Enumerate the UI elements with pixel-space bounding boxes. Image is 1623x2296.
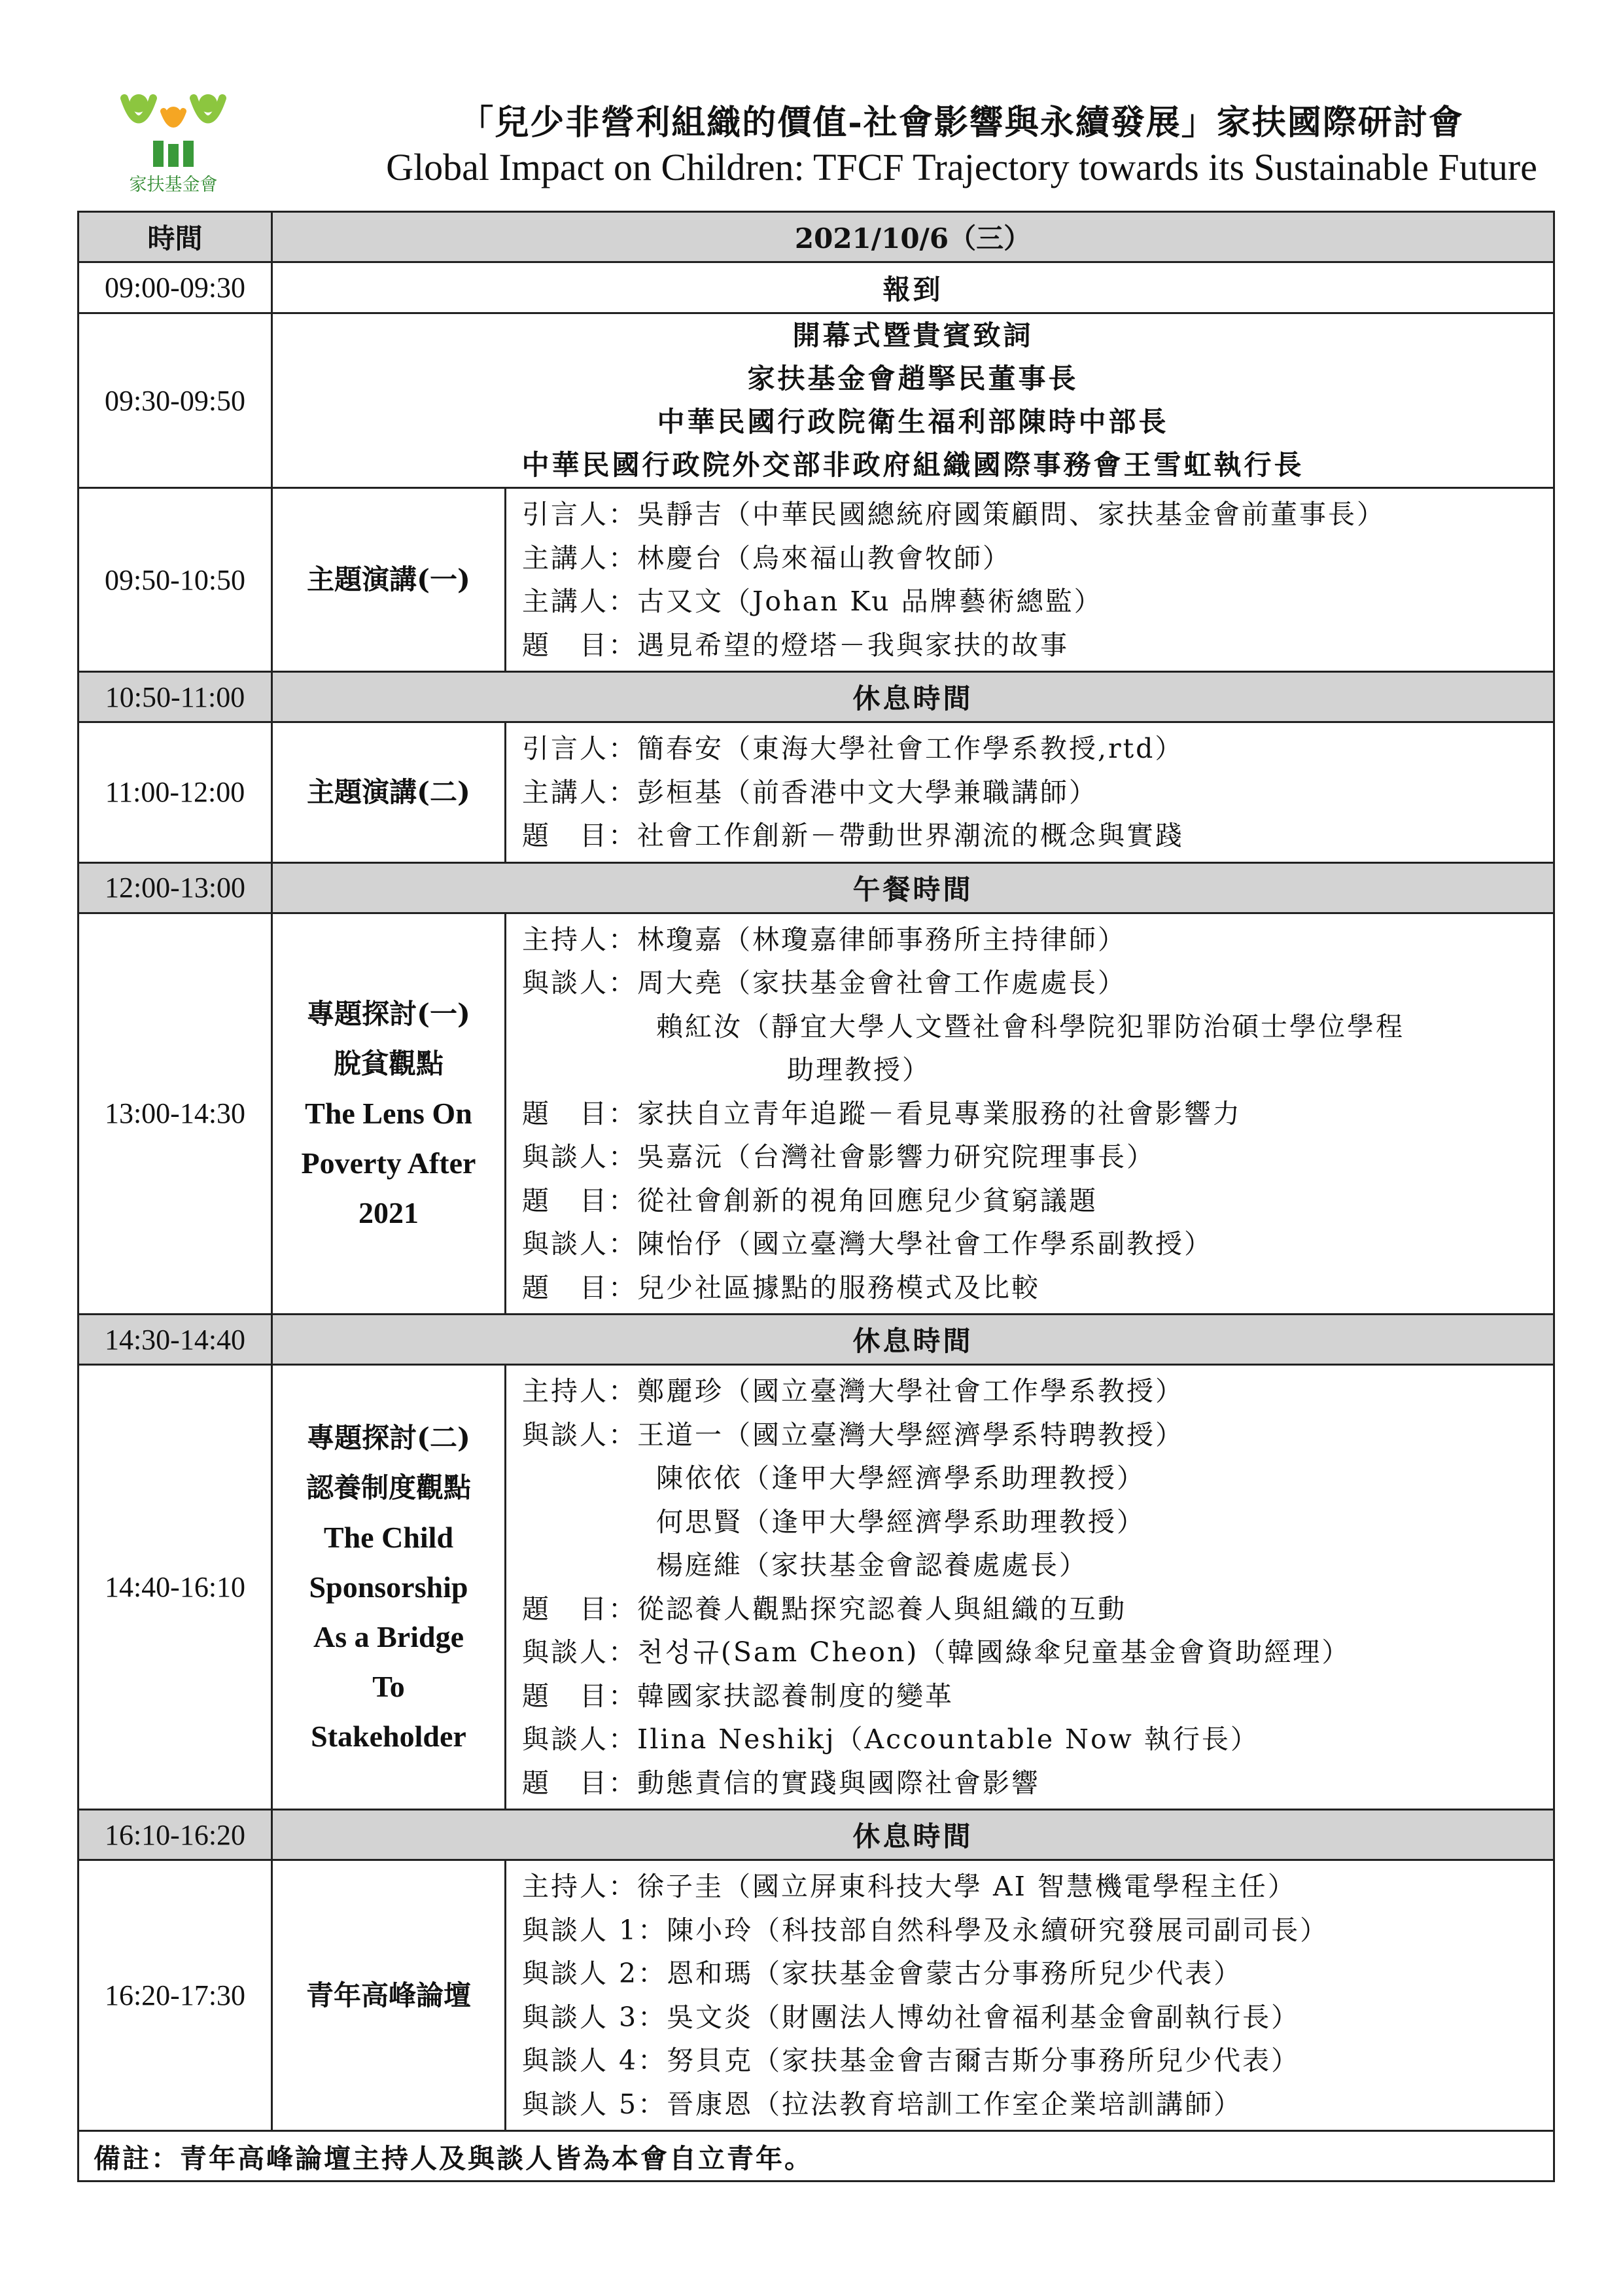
session-title-line: 專題探討(二) bbox=[307, 1421, 470, 1454]
detail-line: 主持人：鄭麗珍（國立臺灣大學社會工作學系教授） bbox=[522, 1375, 1184, 1407]
header-time: 時間 bbox=[79, 212, 272, 262]
session-details bbox=[506, 1365, 1554, 1810]
break-label: 休息時間 bbox=[272, 672, 1554, 722]
registration-label: 報到 bbox=[272, 262, 1554, 313]
session-title-line: 脫貧觀點 bbox=[333, 1047, 444, 1080]
detail-line: 主持人：林瓊嘉（林瓊嘉律師事務所主持律師） bbox=[522, 923, 1126, 955]
page-header bbox=[85, 79, 1557, 203]
page-title-english: Global Impact on Children: TFCF Trajectory towards its Sustainable Future bbox=[386, 146, 1537, 188]
detail-line: 與談人：陳怡伃（國立臺灣大學社會工作學系副教授） bbox=[522, 1228, 1213, 1260]
session-details bbox=[506, 913, 1554, 1315]
table-header-row bbox=[79, 212, 1554, 262]
detail-line: 引言人：吳靜吉（中華民國總統府國策顧問、家扶基金會前董事長） bbox=[522, 499, 1386, 530]
table-row-keynote-1 bbox=[79, 488, 1554, 672]
table-row-break bbox=[79, 1315, 1554, 1365]
session-title-line: Poverty After bbox=[301, 1146, 476, 1180]
session-title-line: To bbox=[372, 1669, 405, 1703]
detail-line: 陳依依（逢甲大學經濟學系助理教授） bbox=[656, 1462, 1145, 1494]
schedule-table bbox=[77, 211, 1555, 2182]
time-cell: 09:30-09:50 bbox=[79, 313, 272, 488]
detail-line: 與談人 4：努貝克（家扶基金會吉爾吉斯分事務所兒少代表） bbox=[522, 2045, 1300, 2076]
time-cell: 12:00-13:00 bbox=[79, 862, 272, 913]
opening-speaker: 中華民國行政院衛生福利部陳時中部長 bbox=[657, 406, 1169, 438]
time-cell: 14:30-14:40 bbox=[79, 1315, 272, 1365]
lunch-label: 午餐時間 bbox=[272, 862, 1554, 913]
detail-line: 題 目：家扶自立青年追蹤－看見專業服務的社會影響力 bbox=[522, 1097, 1242, 1129]
table-row-break bbox=[79, 672, 1554, 722]
family-people-logo-icon bbox=[98, 79, 249, 170]
detail-line: 題 目：社會工作創新－帶動世界潮流的概念與實踐 bbox=[522, 820, 1184, 851]
detail-line: 賴紅汝（靜宜大學人文暨社會科學院犯罪防治碩士學位學程 bbox=[656, 1010, 1405, 1042]
table-row-panel-2 bbox=[79, 1365, 1554, 1810]
detail-line: 與談人 5：晉康恩（拉法教育培訓工作室企業培訓講師） bbox=[522, 2088, 1243, 2120]
organization-logo bbox=[98, 79, 249, 203]
detail-line: 題 目：動態責信的實踐與國際社會影響 bbox=[522, 1767, 1040, 1799]
table-row-opening bbox=[79, 313, 1554, 488]
session-title bbox=[272, 913, 506, 1315]
session-title: 青年高峰論壇 bbox=[272, 1860, 506, 2131]
detail-line: 與談人 1：陳小玲（科技部自然科學及永續研究發展司副司長） bbox=[522, 1914, 1329, 1946]
detail-line: 與談人：천성규(Sam Cheon)（韓國綠傘兒童基金會資助經理） bbox=[522, 1636, 1351, 1668]
detail-line: 助理教授） bbox=[787, 1054, 931, 1086]
detail-line: 何思賢（逢甲大學經濟學系助理教授） bbox=[656, 1506, 1145, 1538]
table-row-youth-forum bbox=[79, 1860, 1554, 2131]
detail-line: 題 目：從認養人觀點探究認養人與組織的互動 bbox=[522, 1593, 1126, 1625]
table-row-keynote-2 bbox=[79, 722, 1554, 863]
table-row-panel-1 bbox=[79, 913, 1554, 1315]
page-title-chinese: 「兒少非營利組織的價值-社會影響與永續發展」家扶國際研討會 bbox=[459, 103, 1464, 143]
session-details bbox=[506, 1860, 1554, 2131]
opening-speaker: 家扶基金會趙掔民董事長 bbox=[747, 362, 1079, 395]
detail-line: 主講人：古又文（Johan Ku 品牌藝術總監） bbox=[522, 586, 1103, 617]
session-title-line: 2021 bbox=[358, 1195, 419, 1229]
time-cell: 16:20-17:30 bbox=[79, 1860, 272, 2131]
table-row-lunch bbox=[79, 862, 1554, 913]
detail-line: 題 目：韓國家扶認養制度的變革 bbox=[522, 1680, 954, 1712]
time-cell: 14:40-16:10 bbox=[79, 1365, 272, 1810]
time-cell: 09:50-10:50 bbox=[79, 488, 272, 672]
table-row-note bbox=[79, 2131, 1554, 2181]
header-date: 2021/10/6（三） bbox=[272, 212, 1554, 262]
session-title-line: 專題探討(一) bbox=[307, 997, 470, 1030]
time-cell: 11:00-12:00 bbox=[79, 722, 272, 863]
table-row-registration bbox=[79, 262, 1554, 313]
detail-line: 與談人：王道一（國立臺灣大學經濟學系特聘教授） bbox=[522, 1419, 1184, 1451]
detail-line: 與談人：周大堯（家扶基金會社會工作處處長） bbox=[522, 967, 1126, 998]
session-title bbox=[272, 1365, 506, 1810]
session-title: 主題演講(二) bbox=[272, 722, 506, 863]
break-label: 休息時間 bbox=[272, 1810, 1554, 1860]
detail-line: 引言人：簡春安（東海大學社會工作學系教授,rtd） bbox=[522, 733, 1184, 764]
opening-speaker: 中華民國行政院外交部非政府組織國際事務會王雪虹執行長 bbox=[521, 449, 1304, 481]
session-title-line: As a Bridge bbox=[313, 1619, 464, 1653]
detail-line: 題 目：遇見希望的燈塔－我與家扶的故事 bbox=[522, 629, 1069, 661]
detail-line: 主講人：林慶台（烏來福山教會牧師） bbox=[522, 542, 1011, 574]
session-details bbox=[506, 722, 1554, 863]
session-details bbox=[506, 488, 1554, 672]
session-title-line: The Child bbox=[323, 1520, 454, 1554]
time-cell: 16:10-16:20 bbox=[79, 1810, 272, 1860]
table-row-break bbox=[79, 1810, 1554, 1860]
break-label: 休息時間 bbox=[272, 1315, 1554, 1365]
detail-line: 與談人 3：吳文炎（財團法人博幼社會福利基金會副執行長） bbox=[522, 2001, 1300, 2033]
opening-cell bbox=[272, 313, 1554, 488]
time-cell: 09:00-09:30 bbox=[79, 262, 272, 313]
session-title-line: Sponsorship bbox=[309, 1570, 468, 1604]
session-title-line: The Lens On bbox=[305, 1096, 472, 1130]
logo-text: 家扶基金會 bbox=[129, 175, 218, 195]
session-title-line: 認養制度觀點 bbox=[305, 1471, 471, 1504]
detail-line: 題 目：兒少社區據點的服務模式及比較 bbox=[522, 1271, 1040, 1303]
detail-line: 與談人：Ilina Neshikj（Accountable Now 執行長） bbox=[522, 1723, 1259, 1755]
time-cell: 13:00-14:30 bbox=[79, 913, 272, 1315]
detail-line: 主講人：彭桓基（前香港中文大學兼職講師） bbox=[522, 776, 1098, 808]
detail-line: 與談人 2：恩和瑪（家扶基金會蒙古分事務所兒少代表） bbox=[522, 1958, 1243, 1989]
session-title: 主題演講(一) bbox=[272, 488, 506, 672]
session-title-line: Stakeholder bbox=[311, 1719, 466, 1753]
detail-line: 主持人：徐子圭（國立屏東科技大學 AI 智慧機電學程主任） bbox=[522, 1871, 1297, 1902]
detail-line: 楊庭維（家扶基金會認養處處長） bbox=[656, 1549, 1088, 1581]
detail-line: 與談人：吳嘉沅（台灣社會影響力研究院理事長） bbox=[522, 1141, 1155, 1173]
detail-line: 題 目：從社會創新的視角回應兒少貧窮議題 bbox=[522, 1184, 1098, 1216]
footnote: 備註：青年高峰論壇主持人及與談人皆為本會自立青年。 bbox=[79, 2131, 1554, 2181]
opening-title: 開幕式暨貴賓致詞 bbox=[792, 319, 1034, 351]
time-cell: 10:50-11:00 bbox=[79, 672, 272, 722]
